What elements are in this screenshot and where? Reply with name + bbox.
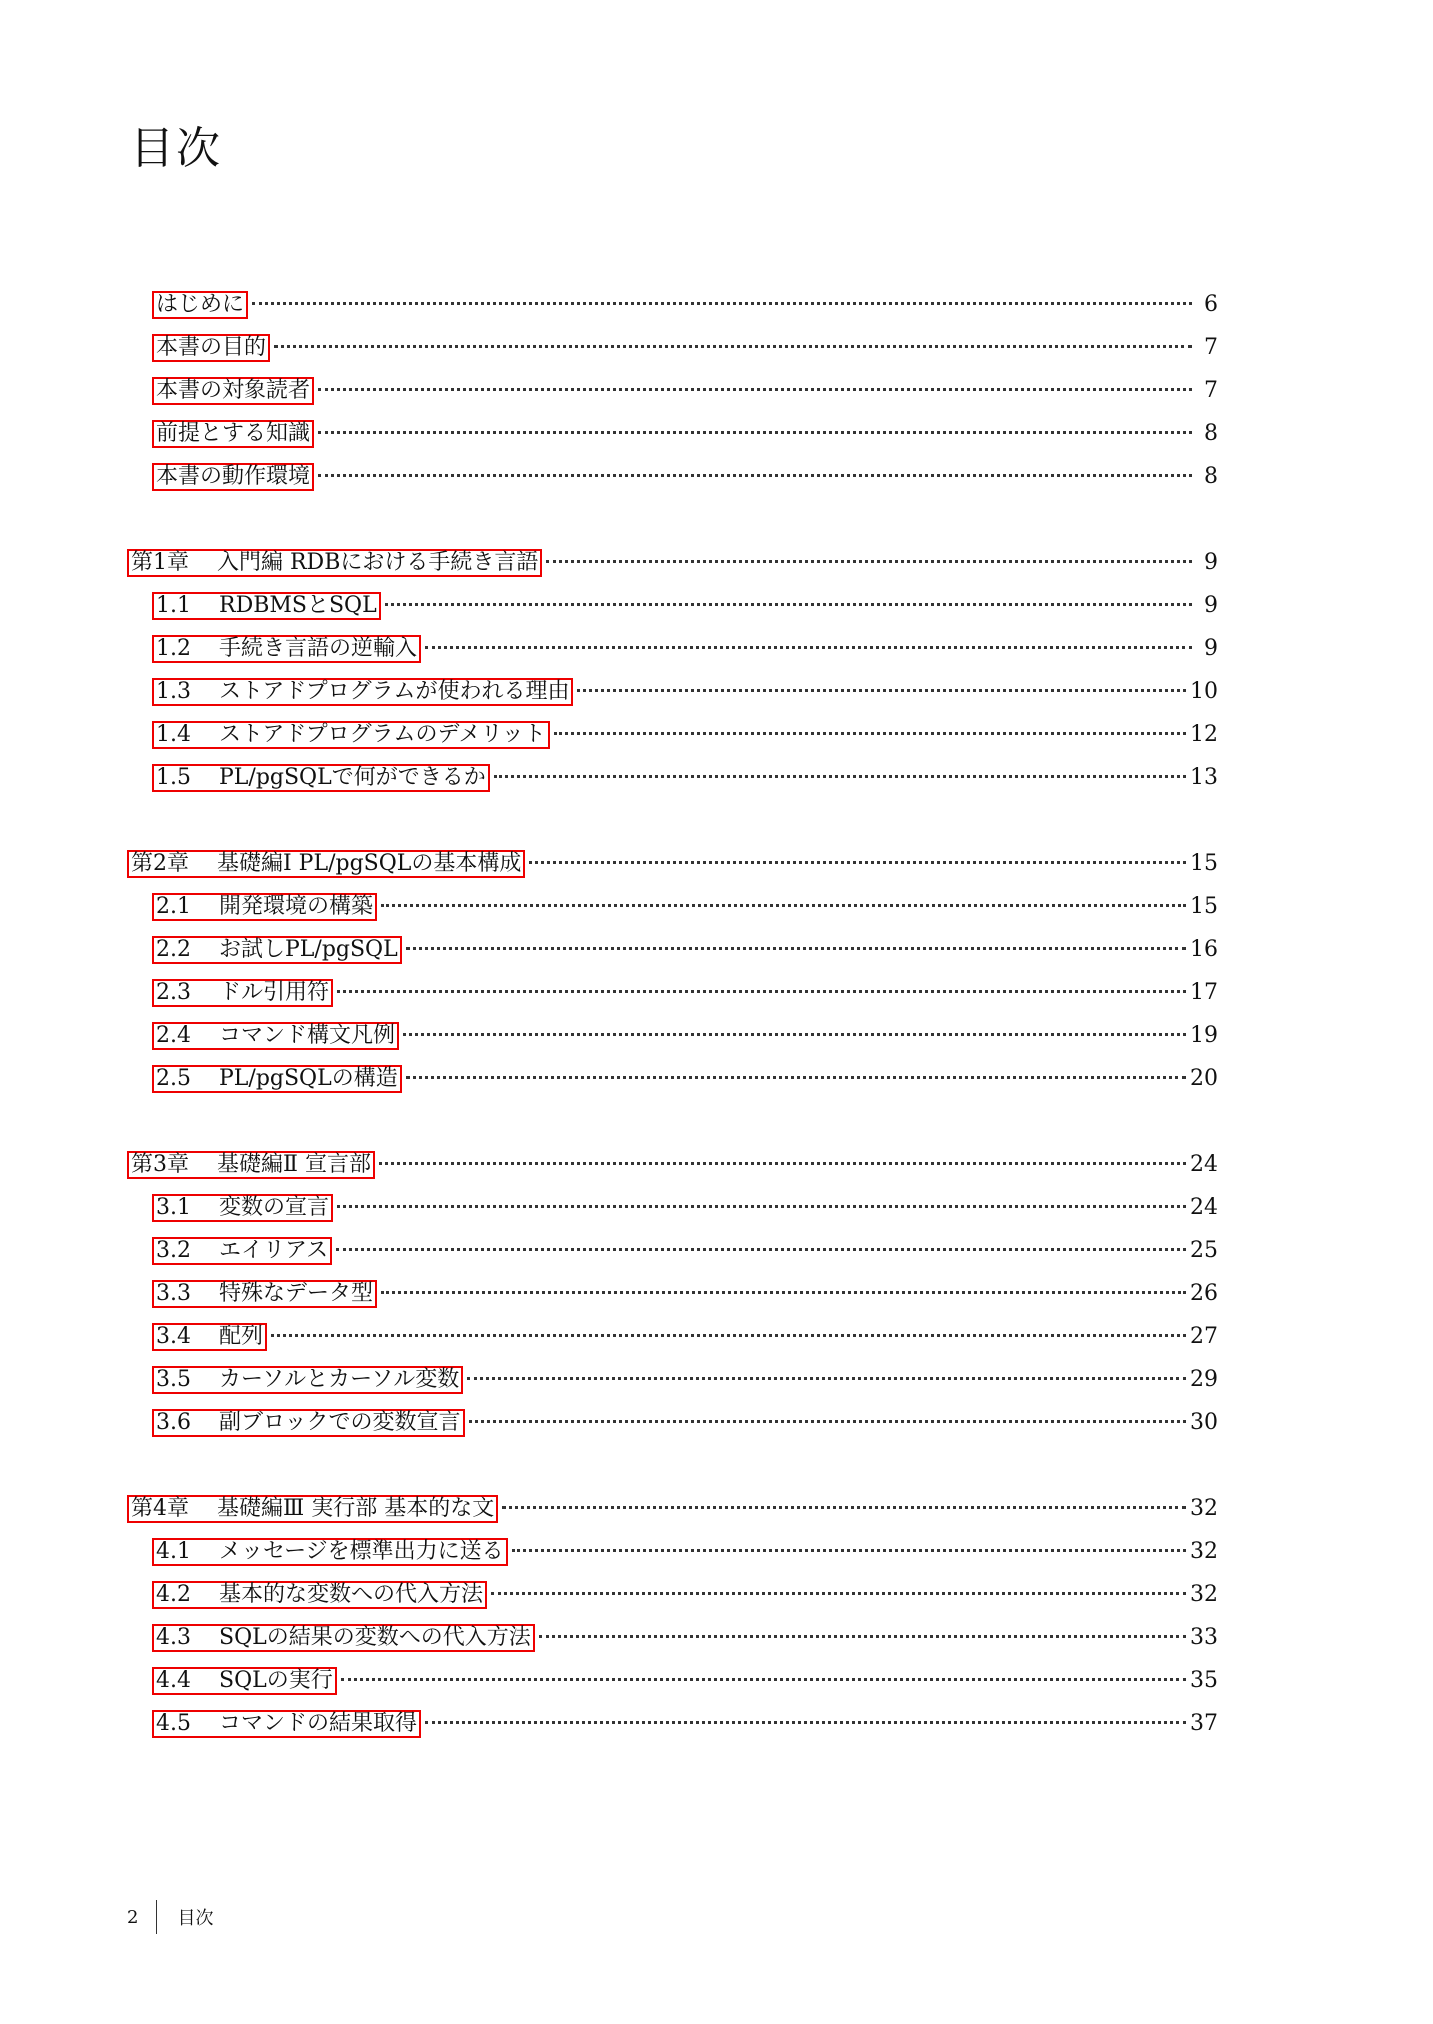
toc-section-row[interactable] bbox=[152, 1709, 1218, 1739]
toc-entry-number: 1.2 bbox=[156, 636, 191, 661]
toc-entry-label: PL/pgSQLで何ができるか bbox=[219, 765, 486, 790]
toc-entry-title[interactable] bbox=[152, 936, 402, 964]
toc-leader-dots bbox=[406, 947, 1186, 950]
toc-page-number: 35 bbox=[1190, 1668, 1218, 1693]
toc-section-row[interactable] bbox=[152, 1365, 1218, 1395]
toc-leader-dots bbox=[554, 732, 1186, 735]
toc-page-number: 25 bbox=[1190, 1238, 1218, 1263]
toc-entry-label: コマンド構文凡例 bbox=[219, 1023, 396, 1048]
toc-entry-number: 3.4 bbox=[156, 1324, 191, 1349]
toc-leader-dots bbox=[425, 646, 1192, 649]
toc-page-number: 7 bbox=[1204, 335, 1218, 360]
toc-entry-number: 4.1 bbox=[156, 1539, 191, 1564]
toc-entry-title[interactable] bbox=[152, 1022, 399, 1050]
toc-section-row[interactable] bbox=[152, 935, 1218, 965]
toc-page-number: 17 bbox=[1190, 980, 1218, 1005]
toc-entry-title[interactable] bbox=[152, 1237, 332, 1265]
toc-entry-number: 1.1 bbox=[156, 593, 191, 618]
toc-page-number: 20 bbox=[1190, 1066, 1218, 1091]
toc-entry-number: 3.1 bbox=[156, 1195, 191, 1220]
toc-entry-label: 開発環境の構築 bbox=[219, 894, 374, 919]
toc-page-number: 12 bbox=[1190, 722, 1218, 747]
toc-entry-number: 3.6 bbox=[156, 1410, 191, 1435]
toc-entry-label: SQLの実行 bbox=[219, 1668, 333, 1693]
toc-page-number: 27 bbox=[1190, 1324, 1218, 1349]
toc-leader-dots bbox=[252, 302, 1192, 305]
toc-leader-dots bbox=[577, 689, 1186, 692]
toc-leader-dots bbox=[385, 603, 1192, 606]
toc-section-row[interactable] bbox=[152, 1193, 1218, 1223]
toc-entry-title[interactable] bbox=[152, 1538, 508, 1566]
toc-leader-dots bbox=[539, 1635, 1186, 1638]
toc-leader-dots bbox=[271, 1334, 1186, 1337]
toc-entry-title[interactable] bbox=[152, 1624, 535, 1652]
toc-entry-label: 基礎編Ⅰ PL/pgSQLの基本構成 bbox=[217, 851, 522, 876]
toc-leader-dots bbox=[529, 861, 1186, 864]
toc-entry-label: 本書の対象読者 bbox=[156, 378, 311, 403]
toc-entry-title[interactable] bbox=[152, 463, 314, 491]
toc-page-number: 32 bbox=[1190, 1582, 1218, 1607]
toc-page-number: 30 bbox=[1190, 1410, 1218, 1435]
toc-entry-label: RDBMSとSQL bbox=[219, 593, 377, 618]
footer-section-title: 目次 bbox=[177, 1908, 214, 1929]
toc-section-row[interactable] bbox=[152, 634, 1218, 664]
toc-section-row[interactable] bbox=[152, 591, 1218, 621]
toc-entry-number: 4.5 bbox=[156, 1711, 191, 1736]
toc-page-number: 32 bbox=[1190, 1496, 1218, 1521]
toc-entry-label: 配列 bbox=[219, 1324, 264, 1349]
toc-leader-dots bbox=[318, 388, 1192, 391]
toc-leader-dots bbox=[403, 1033, 1186, 1036]
toc-entry-number: 1.3 bbox=[156, 679, 191, 704]
toc-leader-dots bbox=[381, 1291, 1186, 1294]
toc-section-row[interactable] bbox=[152, 1537, 1218, 1567]
footer-page-number: 2 bbox=[127, 1906, 139, 1928]
toc-page-number: 32 bbox=[1190, 1539, 1218, 1564]
toc-section-row[interactable] bbox=[152, 1580, 1218, 1610]
toc-page-number: 8 bbox=[1204, 421, 1218, 446]
toc-leader-dots bbox=[341, 1678, 1186, 1681]
toc-entry-title[interactable] bbox=[152, 721, 550, 749]
toc-entry-number: 第2章 bbox=[131, 851, 189, 876]
toc-entry-title[interactable] bbox=[152, 893, 377, 921]
toc-section-row[interactable] bbox=[152, 419, 1218, 449]
toc-section-row[interactable] bbox=[152, 720, 1218, 750]
toc-page-number: 26 bbox=[1190, 1281, 1218, 1306]
toc-page-number: 13 bbox=[1190, 765, 1218, 790]
page-title: 目次 bbox=[130, 123, 222, 174]
toc-entry-label: 本書の動作環境 bbox=[156, 464, 311, 489]
footer-divider bbox=[156, 1900, 157, 1934]
toc-entry-title[interactable] bbox=[152, 979, 333, 1007]
toc-entry-number: 2.5 bbox=[156, 1066, 191, 1091]
toc-entry-title[interactable] bbox=[127, 1151, 375, 1179]
toc-entry-number: 1.4 bbox=[156, 722, 191, 747]
toc-entry-title[interactable] bbox=[127, 1495, 498, 1523]
toc-entry-label: 基礎編Ⅲ 実行部 基本的な文 bbox=[217, 1496, 495, 1521]
toc-entry-label: 手続き言語の逆輸入 bbox=[219, 636, 418, 661]
toc-section-row[interactable] bbox=[152, 892, 1218, 922]
toc-entry-label: エイリアス bbox=[219, 1238, 329, 1263]
toc-page-number: 10 bbox=[1190, 679, 1218, 704]
toc-section-row[interactable] bbox=[152, 1021, 1218, 1051]
toc-entry-title[interactable] bbox=[127, 549, 542, 577]
toc-section-row[interactable] bbox=[152, 763, 1218, 793]
toc-leader-dots bbox=[502, 1506, 1186, 1509]
toc-entry-number: 1.5 bbox=[156, 765, 191, 790]
toc-entry-title[interactable] bbox=[152, 1581, 487, 1609]
toc-leader-dots bbox=[494, 775, 1186, 778]
toc-leader-dots bbox=[379, 1162, 1186, 1165]
toc-leader-dots bbox=[546, 560, 1192, 563]
toc-section-row[interactable] bbox=[152, 1322, 1218, 1352]
toc-entry-title[interactable] bbox=[152, 1366, 463, 1394]
toc-entry-title[interactable] bbox=[127, 850, 525, 878]
toc-entry-label: ストアドプログラムのデメリット bbox=[219, 722, 546, 747]
toc-leader-dots bbox=[425, 1721, 1186, 1724]
toc-section-row[interactable] bbox=[152, 1236, 1218, 1266]
toc-entry-label: 副ブロックでの変数宣言 bbox=[219, 1410, 461, 1435]
toc-page-number: 16 bbox=[1190, 937, 1218, 962]
toc-section-row[interactable] bbox=[152, 376, 1218, 406]
toc-leader-dots bbox=[469, 1420, 1186, 1423]
toc-entry-label: メッセージを標準出力に送る bbox=[219, 1539, 504, 1564]
toc-leader-dots bbox=[274, 345, 1192, 348]
toc-section-row[interactable] bbox=[152, 462, 1218, 492]
toc-leader-dots bbox=[318, 474, 1192, 477]
toc-section-row[interactable] bbox=[152, 677, 1218, 707]
toc-leader-dots bbox=[318, 431, 1192, 434]
toc-entry-title[interactable] bbox=[152, 1323, 267, 1351]
toc-entry-label: 基本的な変数への代入方法 bbox=[219, 1582, 484, 1607]
toc-entry-number: 3.2 bbox=[156, 1238, 191, 1263]
toc-leader-dots bbox=[381, 904, 1186, 907]
toc-entry-title[interactable] bbox=[152, 764, 490, 792]
toc-entry-label: 変数の宣言 bbox=[219, 1195, 330, 1220]
toc-entry-number: 2.2 bbox=[156, 937, 191, 962]
toc-entry-number: 第1章 bbox=[131, 550, 189, 575]
toc-entry-number: 第3章 bbox=[131, 1152, 189, 1177]
toc-entry-title[interactable] bbox=[152, 1065, 402, 1093]
toc-page-number: 29 bbox=[1190, 1367, 1218, 1392]
toc-page-number: 8 bbox=[1204, 464, 1218, 489]
toc-page-number: 9 bbox=[1204, 636, 1218, 661]
toc-section-row[interactable] bbox=[152, 1408, 1218, 1438]
toc-entry-number: 第4章 bbox=[131, 1496, 189, 1521]
toc-entry-title[interactable] bbox=[152, 592, 381, 620]
toc-leader-dots bbox=[491, 1592, 1186, 1595]
toc-chapter-row[interactable] bbox=[127, 1150, 1218, 1180]
toc-entry-label: ドル引用符 bbox=[219, 980, 330, 1005]
toc-chapter-row[interactable] bbox=[127, 1494, 1218, 1524]
toc-entry-label: 入門編 RDBにおける手続き言語 bbox=[217, 550, 539, 575]
toc-entry-number: 4.3 bbox=[156, 1625, 191, 1650]
toc-entry-number: 4.4 bbox=[156, 1668, 191, 1693]
toc-section-row[interactable] bbox=[152, 290, 1218, 320]
toc-entry-number: 3.3 bbox=[156, 1281, 191, 1306]
toc-section-row[interactable] bbox=[152, 1666, 1218, 1696]
toc-page-number: 37 bbox=[1190, 1711, 1218, 1736]
toc-entry-label: コマンドの結果取得 bbox=[219, 1711, 418, 1736]
toc-chapter-row[interactable] bbox=[127, 849, 1218, 879]
toc-entry-title[interactable] bbox=[152, 1280, 377, 1308]
toc-entry-number: 3.5 bbox=[156, 1367, 191, 1392]
toc-leader-dots bbox=[336, 1248, 1186, 1251]
toc-entry-title[interactable] bbox=[152, 334, 270, 362]
toc-entry-title[interactable] bbox=[152, 635, 421, 663]
toc-entry-title[interactable] bbox=[152, 678, 573, 706]
toc-section-row[interactable] bbox=[152, 978, 1218, 1008]
toc-section-row[interactable] bbox=[152, 1279, 1218, 1309]
toc-entry-title[interactable] bbox=[152, 420, 314, 448]
toc-page-number: 33 bbox=[1190, 1625, 1218, 1650]
toc-page-number: 9 bbox=[1204, 550, 1218, 575]
toc-entry-label: はじめに bbox=[156, 292, 245, 317]
toc-page-number: 19 bbox=[1190, 1023, 1218, 1048]
toc-entry-label: SQLの結果の変数への代入方法 bbox=[219, 1625, 531, 1650]
toc-page-number: 15 bbox=[1190, 851, 1218, 876]
toc-leader-dots bbox=[467, 1377, 1186, 1380]
page-footer bbox=[127, 1900, 213, 1934]
toc-entry-label: 特殊なデータ型 bbox=[219, 1281, 374, 1306]
toc-entry-title[interactable] bbox=[152, 1710, 421, 1738]
toc-leader-dots bbox=[406, 1076, 1186, 1079]
toc-entry-label: カーソルとカーソル変数 bbox=[219, 1367, 460, 1392]
toc-page-number: 7 bbox=[1204, 378, 1218, 403]
toc-entry-title[interactable] bbox=[152, 1667, 337, 1695]
toc-entry-number: 4.2 bbox=[156, 1582, 191, 1607]
toc-entry-title[interactable] bbox=[152, 1409, 465, 1437]
toc-page-number: 9 bbox=[1204, 593, 1218, 618]
toc-entry-label: 本書の目的 bbox=[156, 335, 267, 360]
toc-entry-title[interactable] bbox=[152, 291, 248, 319]
toc-section-row[interactable] bbox=[152, 1623, 1218, 1653]
toc-leader-dots bbox=[512, 1549, 1186, 1552]
toc-leader-dots bbox=[337, 1205, 1186, 1208]
toc-entry-label: お試しPL/pgSQL bbox=[219, 937, 398, 962]
toc-entry-label: ストアドプログラムが使われる理由 bbox=[219, 679, 570, 704]
toc-entry-number: 2.3 bbox=[156, 980, 191, 1005]
toc-entry-title[interactable] bbox=[152, 377, 314, 405]
toc-section-row[interactable] bbox=[152, 333, 1218, 363]
toc-section-row[interactable] bbox=[152, 1064, 1218, 1094]
toc-page-number: 24 bbox=[1190, 1195, 1218, 1220]
toc-chapter-row[interactable] bbox=[127, 548, 1218, 578]
toc-leader-dots bbox=[337, 990, 1186, 993]
toc-page-number: 15 bbox=[1190, 894, 1218, 919]
toc-page-number: 6 bbox=[1204, 292, 1218, 317]
toc-entry-title[interactable] bbox=[152, 1194, 333, 1222]
toc-entry-number: 2.4 bbox=[156, 1023, 191, 1048]
toc-entry-label: PL/pgSQLの構造 bbox=[219, 1066, 398, 1091]
toc-entry-label: 基礎編Ⅱ 宣言部 bbox=[217, 1152, 371, 1177]
toc-page-number: 24 bbox=[1190, 1152, 1218, 1177]
toc-entry-number: 2.1 bbox=[156, 894, 191, 919]
toc-entry-label: 前提とする知識 bbox=[156, 421, 311, 446]
